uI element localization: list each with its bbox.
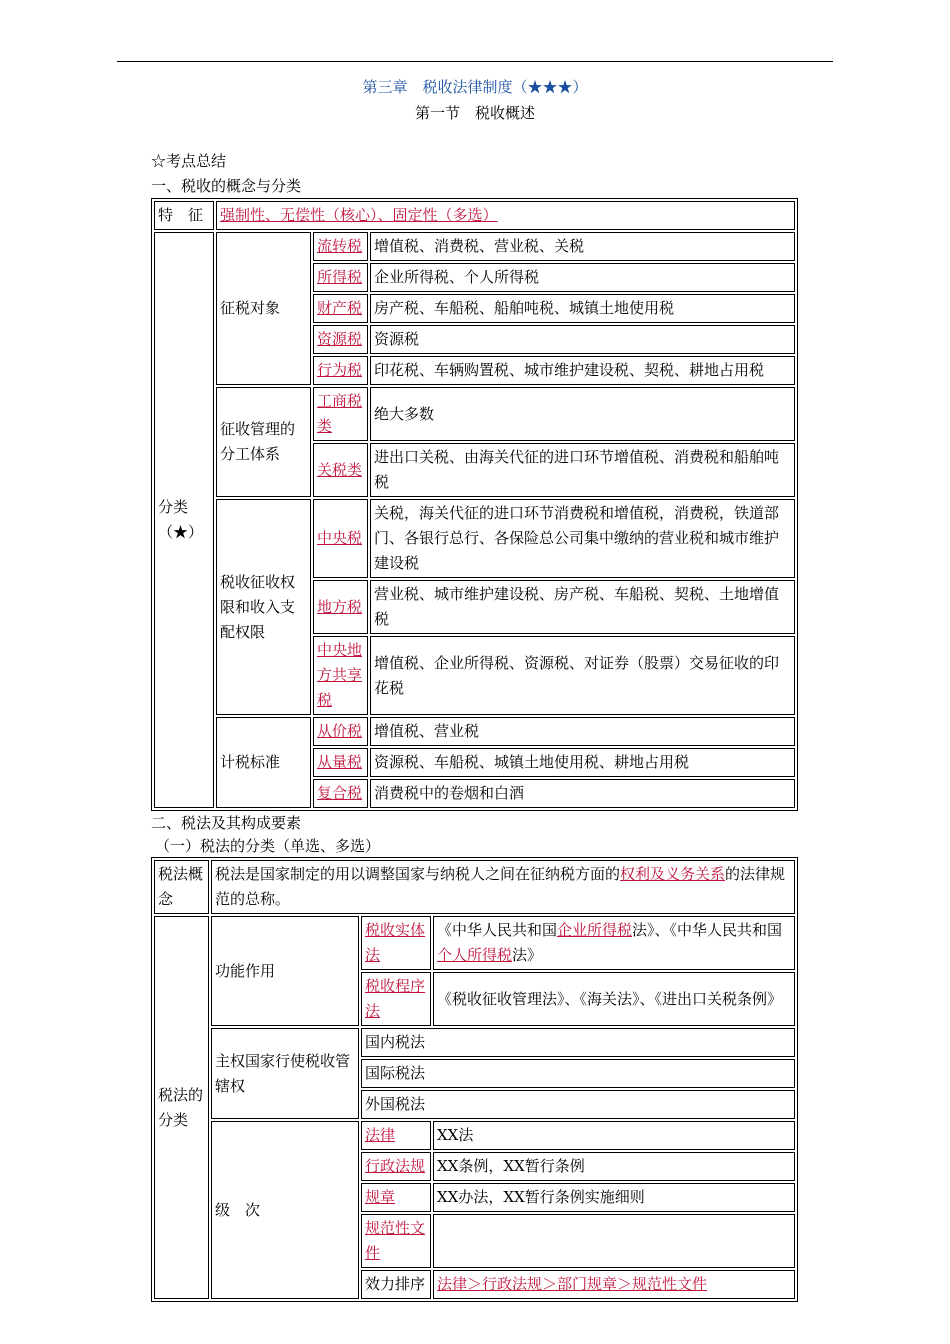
tax-type-link[interactable]: 所得税 <box>317 268 363 286</box>
group-label: 级 次 <box>211 1121 359 1299</box>
tax-type-link[interactable]: 复合税 <box>317 784 363 802</box>
group-label: 征税对象 <box>216 232 311 385</box>
jurisdiction-item: 国内税法 <box>361 1028 795 1057</box>
group-label: 征收管理的分工体系 <box>216 387 311 497</box>
individual-income-tax-link[interactable]: 个人所得税 <box>437 946 513 964</box>
tax-type-desc: 绝大多数 <box>370 387 795 441</box>
tax-type-link[interactable]: 中央地方共享税 <box>317 641 363 709</box>
group-label: 功能作用 <box>211 916 359 1026</box>
tax-type-link[interactable]: 从量税 <box>317 753 363 771</box>
tax-type-desc: 资源税 <box>370 325 795 354</box>
tax-type-desc: 营业税、城市维护建设税、房产税、车船税、契税、土地增值税 <box>370 580 795 634</box>
tax-type-link[interactable]: 工商税类 <box>317 392 363 435</box>
tax-type-link[interactable]: 从价税 <box>317 722 363 740</box>
tax-type-desc: 印花税、车辆购置税、城市维护建设税、契税、耕地占用税 <box>370 356 795 385</box>
level-type-link[interactable]: 行政法规 <box>365 1157 426 1175</box>
tax-type-desc: 企业所得税、个人所得税 <box>370 263 795 292</box>
category-label: 分类（★） <box>154 232 214 808</box>
tax-type-link[interactable]: 关税类 <box>317 460 363 479</box>
group-label: 计税标准 <box>216 717 311 808</box>
jurisdiction-item: 国际税法 <box>361 1059 795 1088</box>
summary-label: ☆考点总结 <box>151 152 227 170</box>
tax-classification-table <box>151 198 798 811</box>
level-desc: XX法 <box>433 1121 795 1150</box>
tax-type-link[interactable]: 中央税 <box>317 529 363 547</box>
order-value-link[interactable]: 法律＞行政法规＞部门规章＞规范性文件 <box>437 1275 708 1293</box>
law-type-link[interactable]: 税收程序法 <box>365 977 426 1020</box>
tax-type-desc: 增值税、消费税、营业税、关税 <box>370 232 795 261</box>
tax-type-desc: 关税，海关代征的进口环节消费税和增值税，消费税，铁道部门、各银行总行、各保险总公司集中缴纳的营业税和城市维护建设税 <box>370 499 795 578</box>
header-rule <box>117 61 833 62</box>
group-label: 税收征收权限和收入支配权限 <box>216 499 311 715</box>
tax-type-desc: 资源税、车船税、城镇土地使用税、耕地占用税 <box>370 748 795 777</box>
order-label: 效力排序 <box>361 1270 431 1299</box>
section-title: 第一节 税收概述 <box>414 104 535 122</box>
part1-heading: 一、税收的概念与分类 <box>151 177 302 195</box>
chapter-title: 第三章 税收法律制度（★★★） <box>362 78 588 96</box>
tax-type-link[interactable]: 财产税 <box>317 299 363 317</box>
concept-link[interactable]: 权利及义务关系 <box>620 865 726 883</box>
tax-type-link[interactable]: 资源税 <box>317 330 363 348</box>
concept-label: 税法概念 <box>154 860 209 914</box>
tax-type-link[interactable]: 流转税 <box>317 237 363 255</box>
tax-type-link[interactable]: 行为税 <box>317 361 363 379</box>
tax-type-desc: 增值税、营业税 <box>370 717 795 746</box>
enterprise-income-tax-link[interactable]: 企业所得税 <box>557 921 633 939</box>
law-type-link[interactable]: 税收实体法 <box>365 921 426 964</box>
law-type-desc: 《税收征收管理法》、《海关法》、《进出口关税条例》 <box>433 972 795 1026</box>
tax-type-desc: 增值税、企业所得税、资源税、对证券（股票）交易征收的印花税 <box>370 636 795 715</box>
feature-label: 特 征 <box>154 201 214 230</box>
tax-type-desc: 进出口关税、由海关代征的进口环节增值税、消费税和船舶吨税 <box>370 443 795 497</box>
level-type-link[interactable]: 法律 <box>365 1126 396 1144</box>
tax-law-classification-table <box>151 857 798 1302</box>
tax-type-desc: 消费税中的卷烟和白酒 <box>370 779 795 808</box>
law-type-desc: 《中华人民共和国企业所得税法》、《中华人民共和国个人所得税法》 <box>433 916 795 970</box>
level-desc <box>433 1214 795 1268</box>
level-type-link[interactable]: 规范性文件 <box>365 1219 426 1262</box>
feature-value-link[interactable]: 强制性、无偿性（核心）、固定性（多选） <box>220 206 498 224</box>
level-desc: XX办法，XX暂行条例实施细则 <box>433 1183 795 1212</box>
level-type-link[interactable]: 规章 <box>365 1188 396 1206</box>
tax-type-desc: 房产税、车船税、船舶吨税、城镇土地使用税 <box>370 294 795 323</box>
group-label: 主权国家行使税收管辖权 <box>211 1028 359 1119</box>
part2-subheading: （一）税法的分类（单选、多选） <box>155 837 381 855</box>
level-desc: XX条例，XX暂行条例 <box>433 1152 795 1181</box>
tax-type-link[interactable]: 地方税 <box>317 597 363 616</box>
part2-heading: 二、税法及其构成要素 <box>151 814 302 832</box>
concept-text: 税法是国家制定的用以调整国家与纳税人之间在征纳税方面的权利及义务关系的法律规范的总称。 <box>211 860 795 914</box>
class-label: 税法的分类 <box>154 916 209 1299</box>
jurisdiction-item: 外国税法 <box>361 1090 795 1119</box>
